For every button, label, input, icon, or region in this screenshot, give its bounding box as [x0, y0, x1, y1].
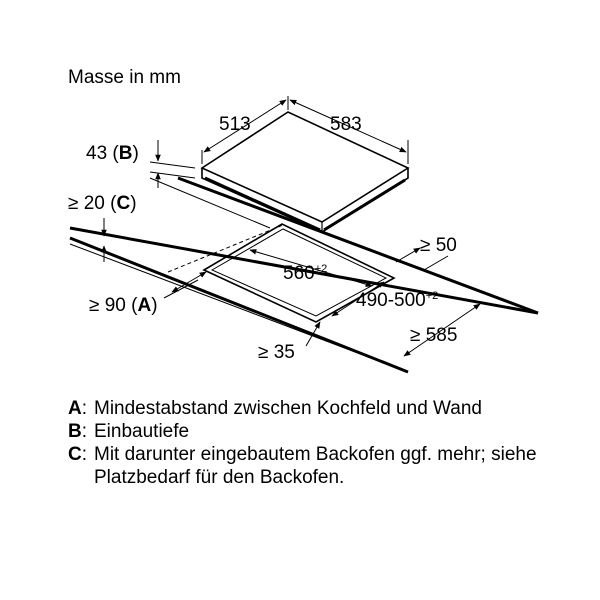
- legend-key: B: [68, 421, 82, 442]
- dimension-lines: [104, 96, 480, 356]
- dim-front-label: ≥ 585: [410, 325, 458, 346]
- legend-text: Mit darunter eingebautem Backofen ggf. mehr; siehe Platzbedarf für den Backofen.: [94, 444, 537, 488]
- dim-thickness-label: 43 (B): [86, 143, 139, 164]
- dim-width-top: 513: [219, 114, 251, 135]
- legend-text: Einbautiefe: [94, 421, 190, 442]
- units-title: Masse in mm: [68, 67, 181, 88]
- dim-back-label: ≥ 50: [420, 235, 457, 256]
- dim-wall-label: ≥ 90 (A): [89, 295, 158, 316]
- legend-sep: :: [81, 421, 88, 442]
- legend-item-a: [68, 397, 588, 420]
- legend-text: Mindestabstand zwischen Kochfeld und Wand: [94, 398, 482, 419]
- legend-item-c: [68, 443, 588, 489]
- dim-depth-top: 583: [330, 114, 362, 135]
- dim-cutout-depth: $490-500^{+2}$: [356, 290, 439, 311]
- dim-cutout-width: $560^{+2}$: [283, 263, 328, 284]
- legend-item-b: [68, 420, 588, 443]
- legend-key: C: [68, 444, 82, 465]
- legend-sep: :: [81, 398, 88, 419]
- dim-below-label: ≥ 20 (C): [68, 193, 137, 214]
- legend: [68, 397, 588, 489]
- dim-side-label: ≥ 35: [258, 342, 295, 363]
- legend-sep: :: [81, 444, 88, 465]
- legend-key: A: [68, 398, 82, 419]
